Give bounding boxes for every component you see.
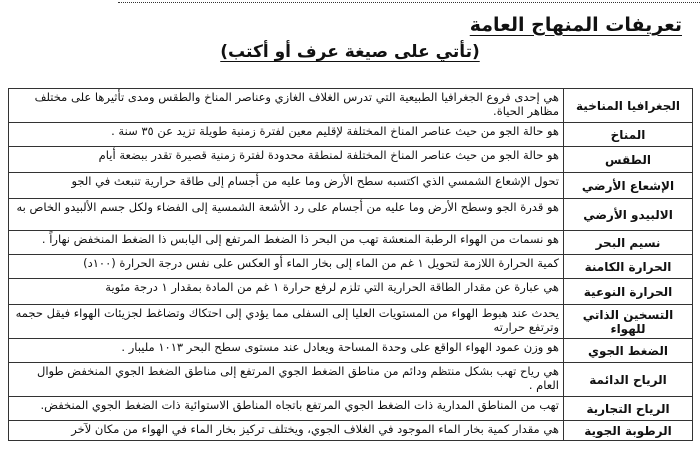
definition-cell: هي عبارة عن مقدار الطاقة الحرارية التي تلزم لرفع حرارة ١ غم من المادة بمقدار ١ درجة مئوية bbox=[9, 279, 564, 305]
page-subheading: (تأتي على صيغة عرف أو أكتب) bbox=[220, 42, 480, 62]
definition-row bbox=[9, 305, 693, 339]
definition-cell: هي مقدار كمية بخار الماء الموجود في الغلاف الجوي، ويختلف تركيز بخار الماء في الهواء من مكان لآخر bbox=[9, 421, 564, 441]
definition-cell: هي رياح تهب بشكل منتظم ودائم من مناطق الضغط الجوي المرتفع إلى مناطق الضغط الجوي المنخفض طوال العام . bbox=[9, 363, 564, 397]
definition-row bbox=[9, 339, 693, 363]
definition-cell: هو حالة الجو من حيث عناصر المناخ المختلفة لمنطقة محدودة لفترة زمنية قصيرة تقدر ببضعة أيام bbox=[9, 147, 564, 173]
definition-row bbox=[9, 147, 693, 173]
definition-row bbox=[9, 397, 693, 421]
definition-cell: هو وزن عمود الهواء الواقع على وحدة المساحة ويعادل عند مستوى سطح البحر ١٠١٣ مليبار . bbox=[9, 339, 564, 363]
term-cell: الضغط الجوي bbox=[564, 339, 693, 363]
definition-row bbox=[9, 173, 693, 199]
definition-cell: كمية الحرارة اللازمة لتحويل ١ غم من الماء إلى بخار الماء أو العكس على نفس درجة الحرارة (١٠٠د) bbox=[9, 255, 564, 279]
term-cell: الجغرافيا المناخية bbox=[564, 89, 693, 123]
definition-row bbox=[9, 279, 693, 305]
top-divider bbox=[118, 2, 700, 3]
definition-row bbox=[9, 421, 693, 441]
definition-row bbox=[9, 255, 693, 279]
term-cell: الحرارة النوعية bbox=[564, 279, 693, 305]
term-cell: نسيم البحر bbox=[564, 231, 693, 255]
definition-row bbox=[9, 89, 693, 123]
definition-cell: هو حالة الجو من حيث عناصر المناخ المختلفة لإقليم معين لفترة زمنية طويلة تزيد عن ٣٥ سنة . bbox=[9, 123, 564, 147]
term-cell: الرطوبة الجوية bbox=[564, 421, 693, 441]
definitions-table bbox=[8, 88, 693, 441]
definition-cell: يحدث عند هبوط الهواء من المستويات العليا إلى السفلى مما يؤدي إلى احتكاك وتضاغط لجزيئات الهواء فيقل حجمه وترتفع حرارته bbox=[9, 305, 564, 339]
term-cell: الإشعاع الأرضي bbox=[564, 173, 693, 199]
definition-cell: تهب من المناطق المدارية ذات الضغط الجوي المرتفع باتجاه المناطق الاستوائية ذات الضغط الجوي المنخفض. bbox=[9, 397, 564, 421]
term-cell: الرياح الدائمة bbox=[564, 363, 693, 397]
term-cell: الالبيدو الأرضي bbox=[564, 199, 693, 231]
term-cell: الطقس bbox=[564, 147, 693, 173]
definition-cell: هي إحدى فروع الجغرافيا الطبيعية التي تدرس الغلاف الغازي وعناصر المناخ والطقس ومدى تأثيرها على مختلف مظاهر الحياة. bbox=[9, 89, 564, 123]
page-heading: تعريفات المنهاج العامة bbox=[469, 14, 682, 36]
definition-row bbox=[9, 231, 693, 255]
definition-row bbox=[9, 199, 693, 231]
definition-row bbox=[9, 363, 693, 397]
definition-cell: هو قدرة الجو وسطح الأرض وما عليه من أجسام على رد الأشعة الشمسية إلى الفضاء ولكل جسم الألبيدو الخاص به bbox=[9, 199, 564, 231]
term-cell: التسخين الذاتي للهواء bbox=[564, 305, 693, 339]
definition-cell: تحول الإشعاع الشمسي الذي اكتسبه سطح الأرض وما عليه من أجسام إلى طاقة حرارية تنبعث في الجو bbox=[9, 173, 564, 199]
definitions-table-body bbox=[9, 89, 693, 441]
definition-row bbox=[9, 123, 693, 147]
term-cell: الحرارة الكامنة bbox=[564, 255, 693, 279]
term-cell: الرياح التجارية bbox=[564, 397, 693, 421]
definition-cell: هو نسمات من الهواء الرطبة المنعشة تهب من البحر ذا الضغط المرتفع إلى اليابس ذا الضغط المنخفض نهاراً . bbox=[9, 231, 564, 255]
term-cell: المناخ bbox=[564, 123, 693, 147]
